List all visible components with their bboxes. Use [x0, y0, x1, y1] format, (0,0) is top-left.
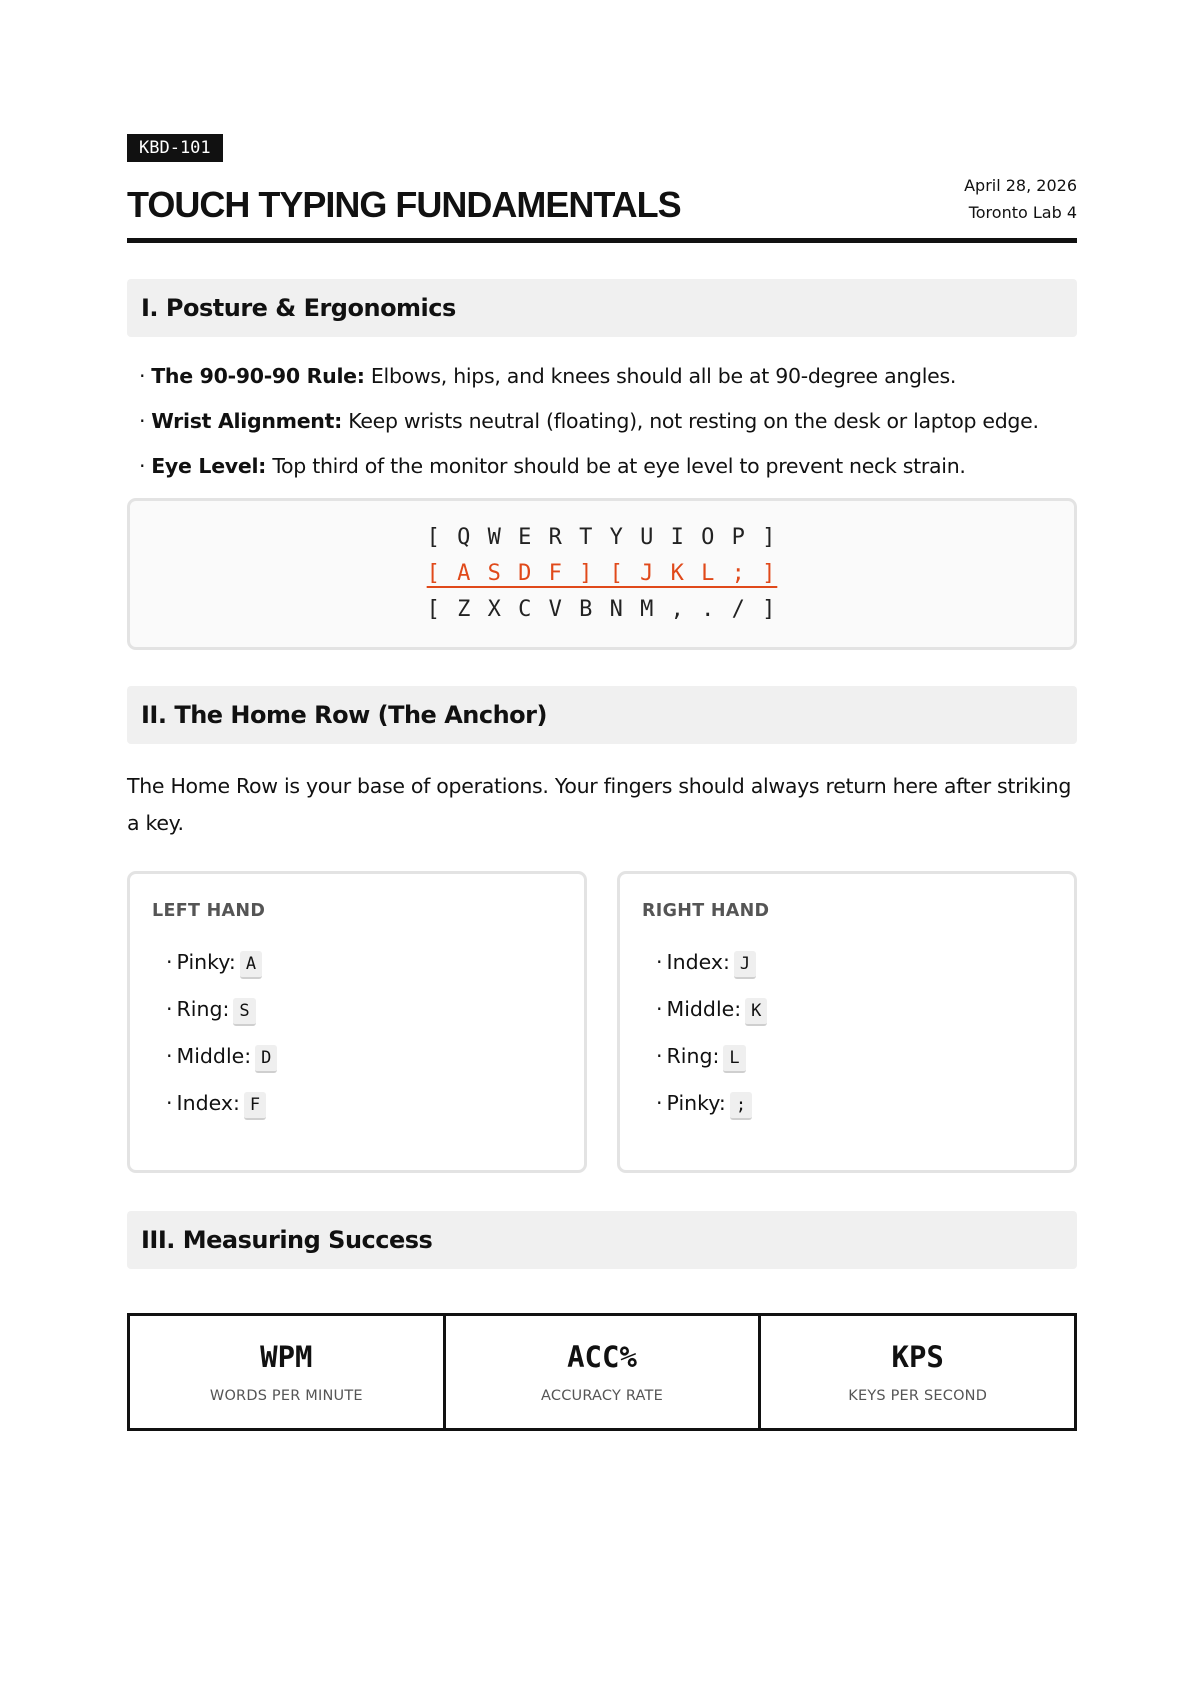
list-item: [139, 363, 1077, 389]
list-item: [166, 1041, 584, 1073]
list-item: [656, 947, 1074, 979]
right-finger-list: [642, 947, 1074, 1120]
bullet-dot: ·: [166, 1091, 173, 1115]
keycap: K: [745, 998, 767, 1026]
home-row-intro: The Home Row is your base of operations. Your fingers should always return here after striking a key.: [127, 774, 1072, 835]
bullet-dot: ·: [656, 997, 663, 1021]
metric-abbr: KPS: [891, 1340, 944, 1374]
list-item: [656, 994, 1074, 1026]
bullet-term: The 90-90-90 Rule:: [151, 364, 365, 388]
metric-abbr: ACC%: [567, 1340, 637, 1374]
keyboard-top-row: [ Q W E R T Y U I O P ]: [426, 525, 778, 550]
keycap: J: [734, 951, 756, 979]
keycap: D: [255, 1045, 277, 1073]
section-heading-posture: I. Posture & Ergonomics: [127, 279, 1077, 337]
bullet-text: Top third of the monitor should be at eye level to prevent neck strain.: [272, 454, 966, 478]
metrics-table: [127, 1313, 1077, 1431]
bullet-term: Wrist Alignment:: [151, 409, 342, 433]
page-title: TOUCH TYPING FUNDAMENTALS: [127, 184, 681, 225]
list-item: [139, 408, 1077, 434]
finger-label: Index:: [176, 1091, 240, 1115]
bullet-text: Elbows, hips, and knees should all be at 90-degree angles.: [370, 364, 957, 388]
metric-desc: KEYS PER SECOND: [848, 1388, 988, 1404]
list-item: [656, 1041, 1074, 1073]
metric-cell-acc: [446, 1316, 762, 1428]
bullet-dot: ·: [656, 1044, 663, 1068]
bullet-dot: ·: [656, 950, 663, 974]
finger-label: Pinky:: [666, 1091, 726, 1115]
bullet-text: Keep wrists neutral (floating), not resting on the desk or laptop edge.: [348, 409, 1039, 433]
location: Toronto Lab 4: [968, 203, 1077, 222]
posture-list: [127, 363, 1077, 479]
metric-cell-wpm: [130, 1316, 446, 1428]
left-hand-card: [127, 871, 587, 1173]
list-item: [139, 453, 1077, 479]
finger-label: Index:: [666, 950, 730, 974]
keyboard-bottom-row: [ Z X C V B N M , . / ]: [426, 597, 778, 622]
metric-abbr: WPM: [260, 1340, 313, 1374]
finger-label: Ring:: [666, 1044, 720, 1068]
list-item: [166, 1088, 584, 1120]
finger-label: Ring:: [176, 997, 230, 1021]
finger-label: Pinky:: [176, 950, 236, 974]
hands-panels: [127, 871, 1077, 1173]
left-finger-list: [152, 947, 584, 1120]
bullet-dot: ·: [139, 409, 146, 433]
document-content: [127, 134, 1077, 1431]
keyboard-home-row: [ A S D F ] [ J K L ; ]: [426, 561, 778, 586]
finger-label: Middle:: [176, 1044, 252, 1068]
header-meta: [964, 172, 1077, 226]
keyboard-diagram: [127, 498, 1077, 650]
list-item: [166, 994, 584, 1026]
keycap: L: [723, 1045, 745, 1073]
metric-desc: WORDS PER MINUTE: [209, 1388, 363, 1404]
metric-cell-kps: [761, 1316, 1074, 1428]
list-item: [656, 1088, 1074, 1120]
list-item: [166, 947, 584, 979]
finger-label: Middle:: [666, 997, 742, 1021]
keycap: S: [233, 998, 255, 1026]
section-heading-home-row: II. The Home Row (The Anchor): [127, 686, 1077, 744]
section-heading-success: III. Measuring Success: [127, 1211, 1077, 1269]
keycap: A: [240, 951, 262, 979]
bullet-dot: ·: [166, 997, 173, 1021]
bullet-dot: ·: [656, 1091, 663, 1115]
metric-desc: ACCURACY RATE: [541, 1388, 663, 1404]
right-hand-card: [617, 871, 1077, 1173]
keycap: F: [244, 1092, 266, 1120]
bullet-term: Eye Level:: [151, 454, 267, 478]
header: [127, 172, 1077, 226]
header-rule: [127, 238, 1077, 243]
course-code-badge: KBD-101: [127, 134, 223, 162]
date: April 28, 2026: [964, 176, 1077, 195]
bullet-dot: ·: [139, 454, 146, 478]
left-hand-title: LEFT HAND: [152, 901, 266, 921]
right-hand-title: RIGHT HAND: [642, 901, 770, 921]
bullet-dot: ·: [166, 1044, 173, 1068]
bullet-dot: ·: [166, 950, 173, 974]
bullet-dot: ·: [139, 364, 146, 388]
keycap: ;: [730, 1092, 752, 1120]
